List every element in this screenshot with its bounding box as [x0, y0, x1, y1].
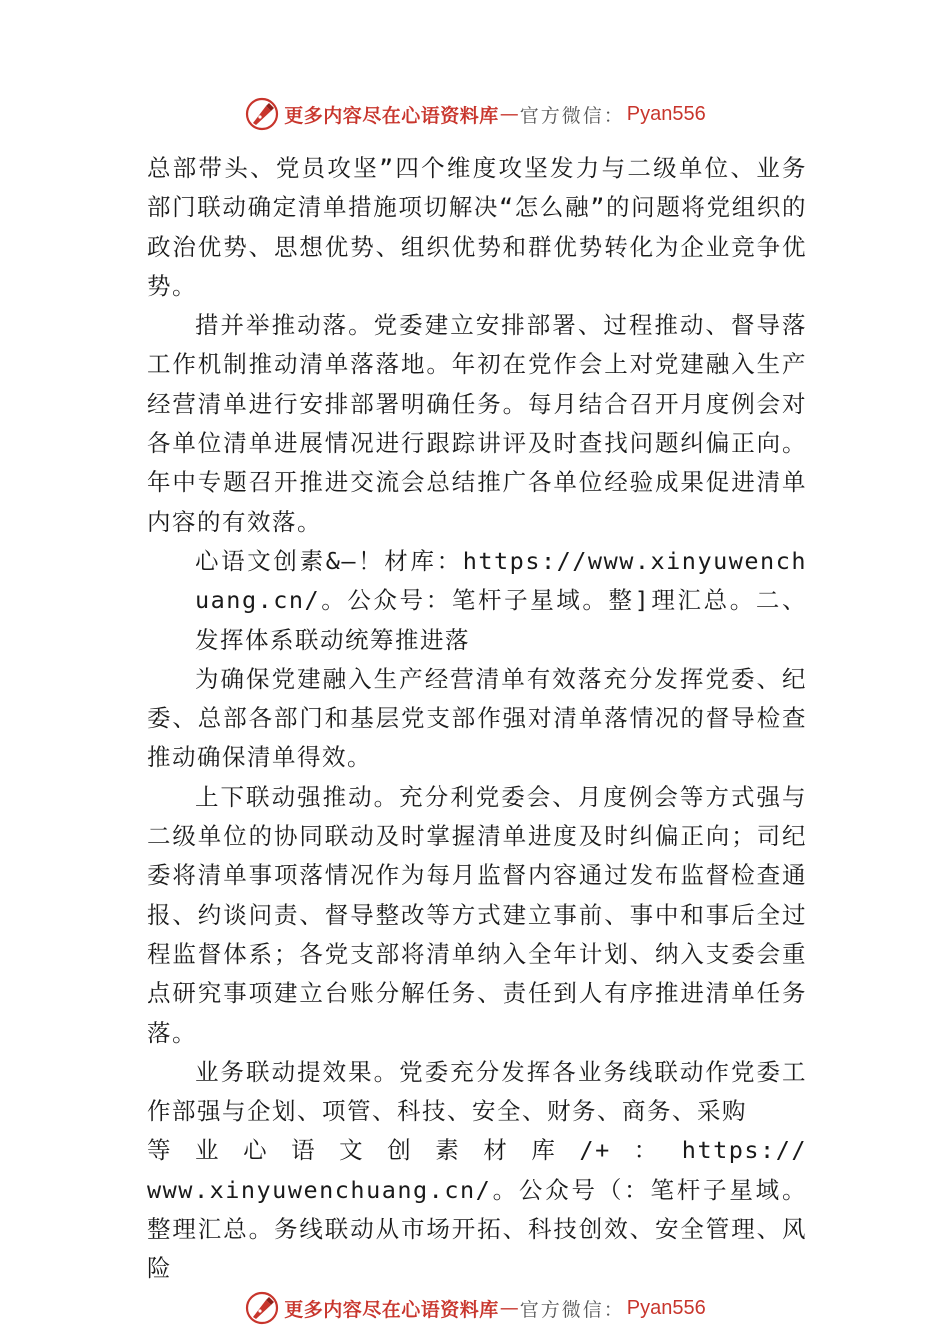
pen-nib-logo-icon	[244, 96, 280, 132]
watermark-wechat-id: Pyan556	[626, 102, 706, 125]
watermark-site-name: 更多内容尽在心语资料库	[284, 104, 499, 127]
document-body	[147, 149, 807, 1289]
watermark-dash: —	[499, 103, 519, 125]
paragraph-business-linkage-spread-line: 等业心语文创素材库/+：https://	[147, 1136, 807, 1165]
paragraph-business-linkage: 业务联动提效果。党委充分发挥各业务线联动作党委工作部强与企划、项管、科技、安全、财务、商务、采购	[147, 1057, 807, 1126]
watermark-footer	[0, 1288, 950, 1328]
paragraph-continuation: 总部带头、党员攻坚”四个维度攻坚发力与二级单位、业务部门联动确定清单措施项切解决“怎么融”的问题将党组织的政治优势、思想优势、组织优势和群优势转化为企业竞争优势。	[147, 154, 807, 300]
watermark-wechat-id: Pyan556	[626, 1296, 706, 1319]
paragraph-measures: 措并举推动落。党委建立安排部署、过程推动、督导落工作机制推动清单落落地。年初在党作会上对党建融入生产经营清单进行安排部署明确任务。每月结合召开月度例会对各单位清单进展情况进行跟踪讲评及时查找问题纠偏正向。 年中专题召开推进交流会总结推广各单位经验成果促进清单内容的有效落。	[147, 311, 807, 536]
watermark-wechat-label: 官方微信：	[519, 1298, 625, 1321]
paragraph-source-note: 心语文创素&—！材库：https://www.xinyuwenchuang.cn/。公众号：笔杆子星域。整]理汇总。二、发挥体系联动统筹推进落	[195, 546, 807, 654]
watermark-site-name: 更多内容尽在心语资料库	[284, 1298, 499, 1321]
watermark-header	[0, 94, 950, 134]
watermark-wechat-label: 官方微信：	[519, 104, 625, 127]
paragraph-business-linkage-tail: www.xinyuwenchuang.cn/。公众号（：笔杆子星域。整理汇总。务线联动从市场开拓、科技创效、安全管理、风险	[147, 1175, 807, 1283]
paragraph-system-linkage: 为确保党建融入生产经营清单有效落充分发挥党委、纪委、总部各部门和基层党支部作强对清单落情况的督导检查推动确保清单得效。	[147, 664, 807, 772]
watermark-dash: —	[499, 1297, 519, 1319]
paragraph-top-down-linkage: 上下联动强推动。充分利党委会、月度例会等方式强与二级单位的协同联动及时掌握清单进度及时纠偏正向；司纪委将清单事项落情况作为每月监督内容通过发布监督检查通报、约谈问责、督导整改等方式建立事前、事中和事后全过程监督体系；各党支部将清单纳入全年计划、纳入支委会重点研究事项建立台账分解任务、责任到人有序推进清单任务落。	[147, 782, 807, 1047]
pen-nib-logo-icon	[244, 1290, 280, 1326]
